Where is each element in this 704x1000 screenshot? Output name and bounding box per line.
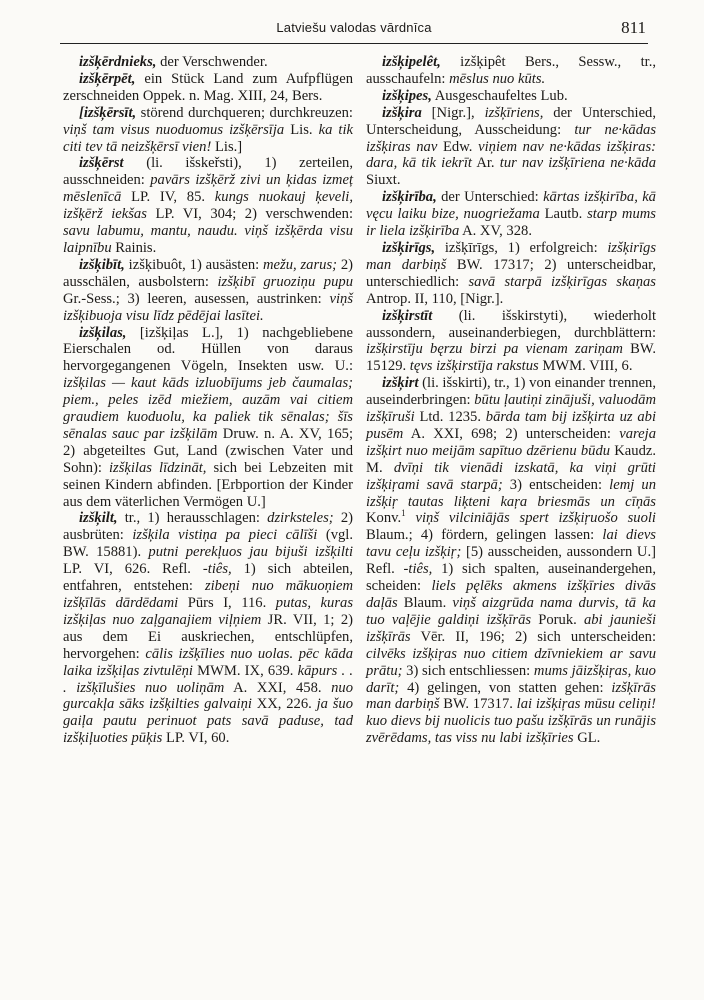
entry-headword: izšķērpēt, xyxy=(79,70,136,87)
entry-text: (li. išskirti), tr., 1) von einander trennen, auseinderbringen: xyxy=(366,375,656,409)
entry-text: störend durchqueren; durchkreuzen: xyxy=(136,104,353,121)
entry-text: der Verschwender. xyxy=(156,54,268,70)
entry-text: XX, 226. xyxy=(251,696,317,713)
entry-example: lai izšķiŗas mūsu celiņi! kuo dievs bij nuolicis tuo pašu izšķīrās un runājis zvērēdams, tas viss nu labi izšķīries xyxy=(366,696,656,747)
entry-example: izšķilas — kaut kāds izluobījums jeb čaumalas; piem., peles izēd miežiem, auzām vai citiem graudiem kuoduolu, ka paliek tik sēnalas; šīs sēnalas sauc par izšķilām xyxy=(63,375,353,442)
entry-text: Blaum.; 4) fördern, gelingen lassen: xyxy=(366,527,603,544)
entry-text: izšķibuôt, 1) ausästen: xyxy=(124,256,264,273)
entry-example: mežu, zarus; xyxy=(263,256,337,273)
entry-text: BW. 17317; 2) unterscheidbar, unterschiedlich: xyxy=(366,256,656,290)
entry-text: Rainis. xyxy=(111,239,157,256)
entry-text: Lautb. xyxy=(539,206,588,223)
entry-example: lemj un izšķiŗ tautas liķteni kaŗa briesmās un cīņās xyxy=(366,476,656,510)
header-rule xyxy=(60,43,648,44)
entry-example: izšķibī gruoziņu pupu xyxy=(217,273,353,290)
dictionary-entry xyxy=(63,257,353,325)
entry-example: kungs nuokauj ķeveli, izšķērž iekšas xyxy=(63,189,354,223)
entry-text: [5) ausscheiden, aussondern U.] Refl. xyxy=(366,544,656,578)
entry-example: dvīņi tik vienādi izskatā, ka viņi grūti izšķiŗami savā starpā; xyxy=(366,459,656,493)
entry-example: zibeņi nuo mākuoņiem izšķīlās dārdēdami xyxy=(63,578,353,611)
entry-headword: izšķipelêt, xyxy=(382,54,441,70)
entry-text: Kaudz. M. xyxy=(366,442,656,476)
entry-text: Ar. xyxy=(471,155,500,172)
page-number: 811 xyxy=(621,18,646,37)
entry-text: sich bei Lebzeiten mit seinen Kindern abfinden. [Erbportion der Kinder aus dem väterlichen Vermögen U.] xyxy=(63,459,353,510)
entry-text: MWM. IX, 639. xyxy=(192,662,298,679)
dictionary-entry xyxy=(366,54,656,88)
entry-text: Ausgeschaufeltes Lub. xyxy=(431,87,568,104)
entry-text: Lis. xyxy=(284,121,319,138)
entry-headword: izšķērst xyxy=(79,155,124,172)
entry-text: Ltd. 1235. xyxy=(414,409,486,426)
entry-text: Pūrs I, 116. xyxy=(178,595,276,611)
entry-text: der Unterschied, Unterscheidung, Ausscheidung: xyxy=(366,104,657,138)
entry-example: kārtas izšķirība, kā vęcu laiku bize, nuogriežama xyxy=(366,189,656,223)
entry-text: BW. 17317. xyxy=(439,696,517,713)
entry-example: cālis izšķīlies nuo uolas. pēc kāda laika izšķiļas zivtulēņi xyxy=(63,645,353,679)
entry-text xyxy=(406,510,416,526)
entry-text: [izšķiļas L.], 1) nachgebliebene Eierschalen od. Hüllen von daraus hervorgegangenen Vögeln, Insekten usw. U.: xyxy=(63,324,353,375)
entry-headword: izšķērdnieks, xyxy=(79,54,157,70)
running-title: Latviešu valodas vārdnīca xyxy=(276,20,432,35)
entry-headword: izšķirstīt xyxy=(382,307,433,324)
page-header xyxy=(60,18,648,42)
entry-text: A. XV, 328. xyxy=(459,223,532,240)
entry-text: Poruk. xyxy=(531,611,584,628)
entry-example: -tiês, xyxy=(202,561,232,578)
entry-example: viņš izšķibuoja visu līdz pēdējai lasītei. xyxy=(63,290,353,324)
entry-headword: izšķira xyxy=(382,104,422,121)
dictionary-entry xyxy=(63,510,353,747)
entry-example: viņš tam visus nuoduomus izšķērsīja xyxy=(63,121,285,138)
entry-text: Konv. xyxy=(366,510,402,527)
entry-text: tr., 1) herausschlagen: xyxy=(117,510,268,527)
entry-example: starp mums ir liela izšķirība xyxy=(366,206,656,240)
dictionary-entry xyxy=(366,189,656,240)
entry-text: LP. IV, 85. xyxy=(121,189,215,206)
entry-example: pavārs izšķērž zivi un ķidas izmeț mēslenīcā xyxy=(63,172,353,206)
entry-example: abi jaunieši izšķīrās xyxy=(366,611,656,645)
entry-headword: izšķirība, xyxy=(382,189,437,206)
entry-example: putni perekļuos jau bijuši izšķilti xyxy=(148,544,354,561)
entry-example: bārda tam bij izšķirta uz abi pusēm xyxy=(366,409,656,442)
dictionary-entry xyxy=(63,54,353,71)
entry-text: Siuxt. xyxy=(366,172,401,189)
entry-example: izšķilas līdzināt, xyxy=(108,459,207,476)
entry-text: [Nigr.], xyxy=(421,104,485,121)
entry-example: tur nav izšķīriena ne·kāda xyxy=(499,155,656,172)
entry-example: izšķīrās man darbiņš xyxy=(366,679,656,713)
entry-text: LP. VI, 60. xyxy=(162,730,230,747)
entry-example: kāpurs . . . izšķīlušies nuo uoliņām xyxy=(63,662,353,696)
entry-text: JR. VII, 1; 2) aus dem Ei auskriechen, entschlüpfen, hervorgehen: xyxy=(63,611,353,662)
entry-text: ein Stück Land zum Aufpflügen zerschneiden Oppek. n. Mag. XIII, 24, Bers. xyxy=(63,70,353,104)
entry-text: A. XXI, 698; 2) unterscheiden: xyxy=(403,425,620,442)
entry-text: 1) sich spalten, auseinandergehen, scheiden: xyxy=(366,561,656,595)
entry-text: (vgl. BW. 15881). xyxy=(63,527,353,561)
entry-example: dzirksteles; xyxy=(267,510,334,527)
entry-example: mums jāizšķiŗas, kuo darīt; xyxy=(366,662,656,696)
entry-example: būtu ļautiņi zinājuši, valuodām izšķīruši xyxy=(366,392,656,426)
entry-text: izšķipêt Bers., Sessw., tr., ausschaufeln: xyxy=(366,54,656,87)
entry-example: putas, kuras izšķiļas nuo zaļganajiem viļņiem xyxy=(63,595,353,628)
dictionary-entry xyxy=(366,308,656,376)
dictionary-entry xyxy=(366,375,656,747)
entry-text: Druw. n. A. XV, 165; 2) abgeteiltes Gut, Land (zwischen Vater und Sohn): xyxy=(63,425,354,476)
entry-example: tęvs izšķirstīja rakstus xyxy=(409,358,539,375)
entry-superscript: 1 xyxy=(401,508,406,519)
entry-text: (li. išskeřsti), 1) zerteilen, ausschneiden: xyxy=(63,155,353,189)
entry-example: nuo gurcakļa sāks izšķilties galvaiņi xyxy=(63,679,353,713)
entry-text: 1) sich abteilen, entfahren, entstehen: xyxy=(63,561,353,595)
left-column xyxy=(63,54,353,747)
entry-text: Antrop. II, 110, [Nigr.]. xyxy=(366,290,504,307)
entry-example: vareja izšķirt nuo meijām sapītuo dzērienu būdu xyxy=(366,425,656,459)
entry-example: lai dievs tavu ceļu izšķiŗ; xyxy=(366,527,656,561)
entry-text: A. XXI, 458. xyxy=(224,679,332,696)
entry-text: 2) ausschälen, ausbolstern: xyxy=(63,256,354,290)
entry-headword: izšķipes, xyxy=(382,87,432,104)
entry-example: -tiês, xyxy=(403,561,433,578)
entry-headword: izšķilt, xyxy=(79,510,118,527)
entry-text: LP. VI, 626. Refl. xyxy=(63,561,203,578)
entry-example: viņš vilciniājās spert izšķiŗuošo suoli xyxy=(415,510,656,527)
right-column xyxy=(366,54,656,747)
dictionary-entry xyxy=(366,88,656,105)
entry-example: ka tik citi tev tā neizšķērsī vien! xyxy=(63,121,354,155)
entry-text: GL. xyxy=(573,730,601,747)
entry-text: Edw. xyxy=(437,138,479,155)
dictionary-entry xyxy=(366,105,656,190)
entry-example: liels pęlēks akmens izšķīries divās daļās xyxy=(366,578,656,611)
entry-text: Gr.-Sess.; 3) leeren, ausessen, austrinken: xyxy=(63,290,330,307)
entry-example: viņiem nav ne·kādas izšķiras: dara, kā tik iekrīt xyxy=(366,138,657,172)
dictionary-entry xyxy=(63,325,353,511)
entry-text: 3) entscheiden: xyxy=(502,476,610,493)
dictionary-entry xyxy=(63,105,353,156)
entry-example: izšķirstīju bęrzu birzi pa vienam zariņam xyxy=(366,341,623,358)
entry-example: izšķirīgs man darbiņš xyxy=(366,239,656,273)
entry-text: 3) sich entschliessen: xyxy=(402,662,534,679)
entry-text: Blaum. xyxy=(397,595,453,611)
entry-example: savā starpā izšķirīgas skaņas xyxy=(468,273,656,290)
entry-text: (li. išskirstyti), wiederholt aussondern, auseinanderbiegen, durchblättern: xyxy=(366,307,656,341)
entry-text: 2) ausbrüten: xyxy=(63,510,353,544)
entry-example: savu labumu, mantu, naudu. viņš izšķērda visu laipnību xyxy=(63,223,353,256)
entry-headword: [izšķērsīt, xyxy=(79,104,137,121)
entry-example: cilvēks izšķiŗas nuo citiem dzīvniekiem ar savu prātu; xyxy=(366,645,656,679)
dictionary-entry xyxy=(63,155,353,256)
entry-headword: izšķirt xyxy=(382,375,419,392)
entry-headword: izšķibīt, xyxy=(79,256,125,273)
entry-example: mēslus nuo kūts. xyxy=(449,70,546,87)
entry-example: ja šuo gaiļa pautu perinuot pats savā paduse, tad izšķiļuoties pūķis xyxy=(63,696,353,747)
entry-text: Vēr. II, 196; 2) sich unterscheiden: xyxy=(410,628,656,645)
entry-text: 4) gelingen, von statten gehen: xyxy=(399,679,612,696)
entry-example: viņš aizgrūda nama durvis, tā ka tuo vaļējie galdiņi izšķīrās xyxy=(366,595,656,628)
dictionary-entry xyxy=(63,71,353,105)
entry-text: izšķīrīgs, 1) erfolgreich: xyxy=(435,239,608,256)
entry-text: MWM. VIII, 6. xyxy=(538,358,633,375)
entry-headword: izšķirīgs, xyxy=(382,239,436,256)
entry-text: BW. 15129. xyxy=(366,341,656,375)
entry-headword: izšķilas, xyxy=(79,324,127,341)
entry-text: der Unterschied: xyxy=(436,189,544,206)
entry-example: tur ne·kādas izšķiras nav xyxy=(366,121,656,155)
entry-example: izšķīriens, xyxy=(484,104,544,121)
entry-text: Lis.] xyxy=(211,138,243,155)
dictionary-entry xyxy=(366,240,656,308)
entry-text: LP. VI, 304; 2) verschwenden: xyxy=(146,206,353,223)
entry-example: izšķila vistiņa pa pieci cālīši xyxy=(132,527,318,544)
